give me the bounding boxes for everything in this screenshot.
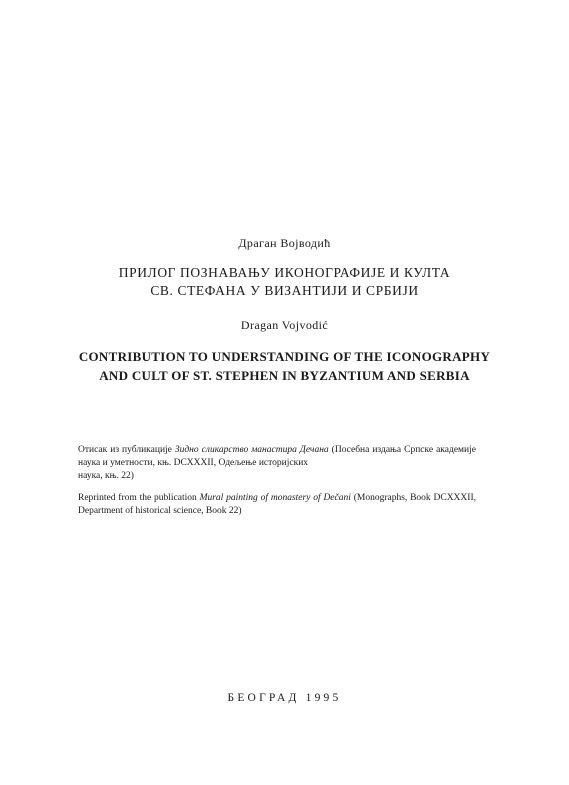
title-english-line-1: CONTRIBUTION TO UNDERSTANDING OF THE ICONOGRAPHY — [78, 349, 491, 364]
author-serbian: Драган Војводић — [238, 236, 331, 250]
title-english-line-2: AND CULT OF ST. STEPHEN IN BYZANTIUM AND SERBIA — [99, 368, 470, 383]
offprint-note-english-work: Mural painting of monastery of Dečani — [199, 493, 351, 503]
title-serbian-line-1: ПРИЛОГ ПОЗНАВАЊУ ИКОНОГРАФИЈЕ И КУЛТА — [118, 265, 451, 280]
offprint-note-english-prefix: Reprinted from the publication — [78, 493, 200, 503]
offprint-note-serbian-rest: (Посебна издања Српске академије наука и уметности, књ. DCXXXII, Одељење историјских — [78, 445, 476, 468]
offprint-note-english — [78, 492, 476, 518]
offprint-note-english-rest: (Monographs, Book DCXXXII, Department of historical science, Book 22) — [78, 493, 476, 516]
offprint-note-serbian-work: Зидно сликарство манастира Дечана — [174, 445, 329, 455]
offprint-note-serbian-prefix: Отисак из публикације — [78, 445, 175, 455]
title-serbian-line-2: СВ. СТЕФАНА У ВИЗАНТИЈИ И СРБИЈИ — [150, 283, 419, 298]
author-english: Dragan Vojvodić — [240, 318, 329, 332]
offprint-note-serbian-last-line: наука, књ. 22) — [78, 471, 134, 481]
offprint-note-serbian — [78, 444, 476, 483]
imprint-place-year: БЕОГРАД 1995 — [227, 692, 342, 704]
